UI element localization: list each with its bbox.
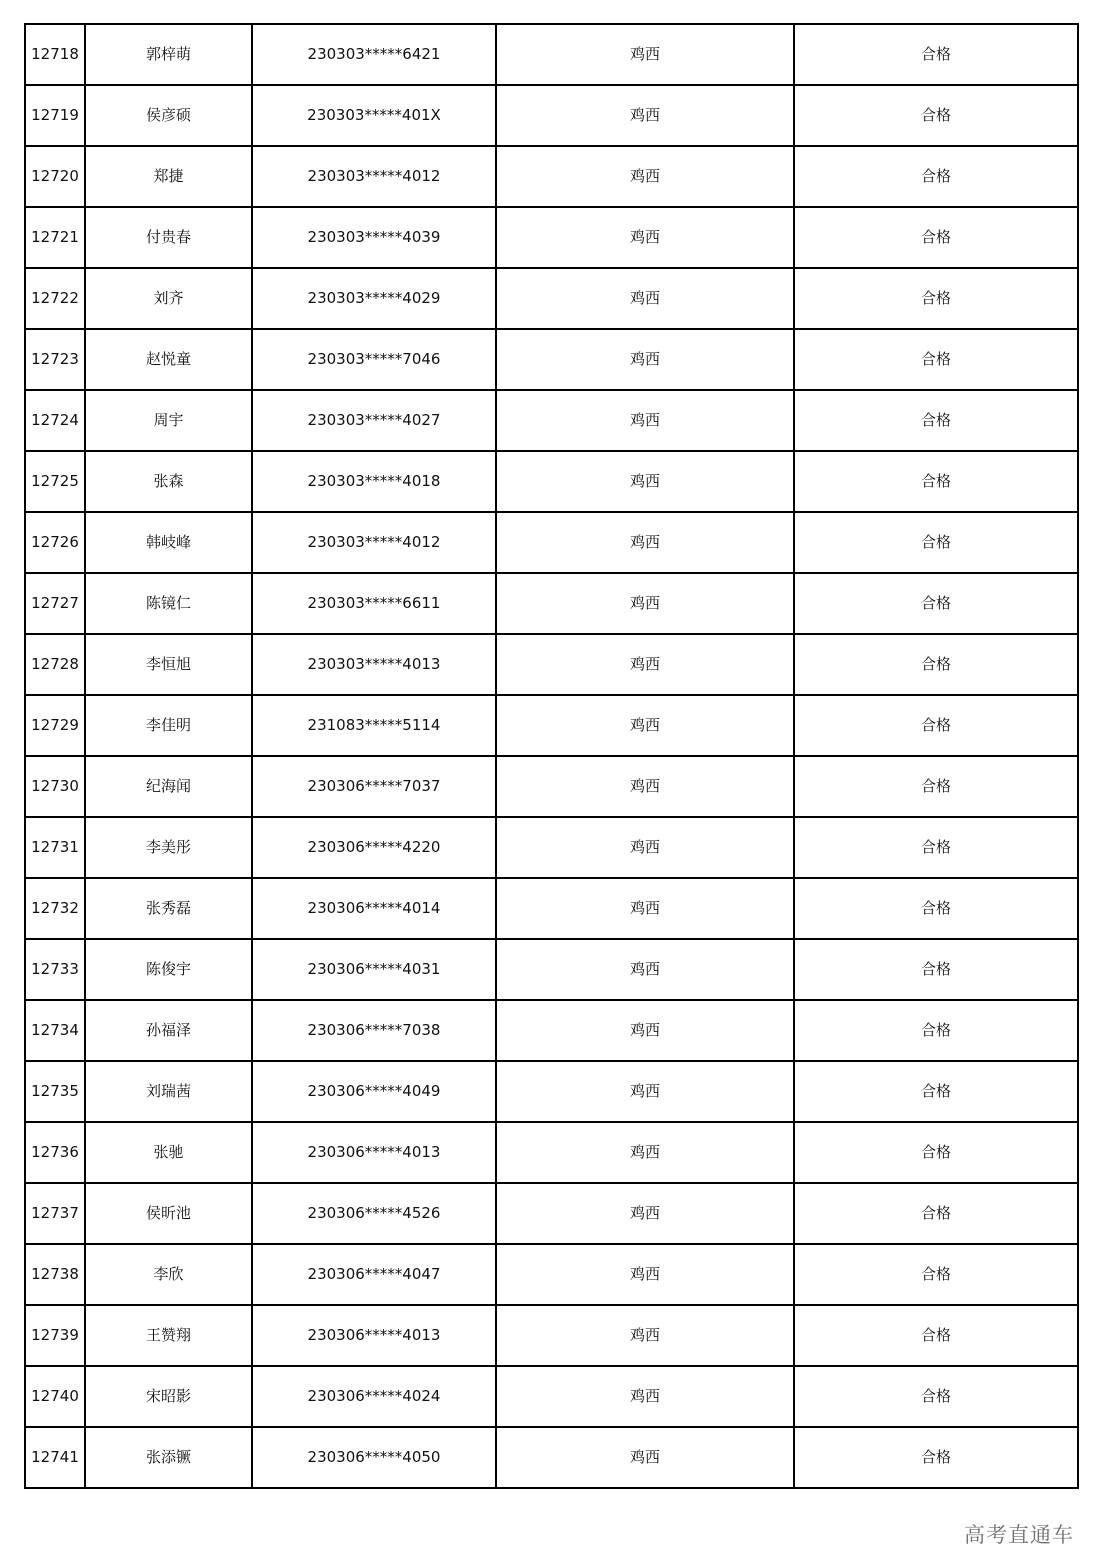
name-cell: 赵悦童 — [85, 329, 252, 390]
row-number-cell: 12739 — [25, 1305, 85, 1366]
name-cell: 张秀磊 — [85, 878, 252, 939]
id-number-cell: 230303*****4013 — [252, 634, 496, 695]
row-number-cell: 12729 — [25, 695, 85, 756]
id-number-cell: 230306*****7038 — [252, 1000, 496, 1061]
result-cell: 合格 — [794, 207, 1078, 268]
result-cell: 合格 — [794, 1366, 1078, 1427]
table-row — [25, 329, 1078, 390]
id-number-cell: 230306*****4526 — [252, 1183, 496, 1244]
name-cell: 李佳明 — [85, 695, 252, 756]
table-row — [25, 1244, 1078, 1305]
row-number-cell: 12732 — [25, 878, 85, 939]
result-cell: 合格 — [794, 817, 1078, 878]
id-number-cell: 230303*****4012 — [252, 146, 496, 207]
region-cell: 鸡西 — [496, 695, 794, 756]
result-cell: 合格 — [794, 1000, 1078, 1061]
region-cell: 鸡西 — [496, 329, 794, 390]
row-number-cell: 12728 — [25, 634, 85, 695]
result-cell: 合格 — [794, 146, 1078, 207]
row-number-cell: 12733 — [25, 939, 85, 1000]
id-number-cell: 231083*****5114 — [252, 695, 496, 756]
row-number-cell: 12718 — [25, 24, 85, 85]
name-cell: 侯昕池 — [85, 1183, 252, 1244]
result-cell: 合格 — [794, 329, 1078, 390]
row-number-cell: 12726 — [25, 512, 85, 573]
row-number-cell: 12740 — [25, 1366, 85, 1427]
id-number-cell: 230306*****4031 — [252, 939, 496, 1000]
table-row — [25, 85, 1078, 146]
region-cell: 鸡西 — [496, 1122, 794, 1183]
result-cell: 合格 — [794, 512, 1078, 573]
id-number-cell: 230306*****4013 — [252, 1122, 496, 1183]
row-number-cell: 12735 — [25, 1061, 85, 1122]
result-cell: 合格 — [794, 1061, 1078, 1122]
name-cell: 张森 — [85, 451, 252, 512]
region-cell: 鸡西 — [496, 451, 794, 512]
row-number-cell: 12738 — [25, 1244, 85, 1305]
table-row — [25, 573, 1078, 634]
region-cell: 鸡西 — [496, 817, 794, 878]
region-cell: 鸡西 — [496, 756, 794, 817]
table-row — [25, 1122, 1078, 1183]
name-cell: 侯彦硕 — [85, 85, 252, 146]
region-cell: 鸡西 — [496, 1427, 794, 1488]
table-row — [25, 451, 1078, 512]
row-number-cell: 12737 — [25, 1183, 85, 1244]
row-number-cell: 12730 — [25, 756, 85, 817]
watermark-text: 高考直通车 — [964, 1523, 1074, 1547]
result-cell: 合格 — [794, 1183, 1078, 1244]
region-cell: 鸡西 — [496, 512, 794, 573]
name-cell: 王赞翔 — [85, 1305, 252, 1366]
row-number-cell: 12734 — [25, 1000, 85, 1061]
row-number-cell: 12720 — [25, 146, 85, 207]
row-number-cell: 12736 — [25, 1122, 85, 1183]
region-cell: 鸡西 — [496, 390, 794, 451]
table-row — [25, 695, 1078, 756]
table-row — [25, 817, 1078, 878]
name-cell: 陈镜仁 — [85, 573, 252, 634]
id-number-cell: 230306*****4220 — [252, 817, 496, 878]
result-cell: 合格 — [794, 756, 1078, 817]
name-cell: 孙福泽 — [85, 1000, 252, 1061]
region-cell: 鸡西 — [496, 1061, 794, 1122]
id-number-cell: 230303*****401X — [252, 85, 496, 146]
result-cell: 合格 — [794, 451, 1078, 512]
result-cell: 合格 — [794, 24, 1078, 85]
region-cell: 鸡西 — [496, 85, 794, 146]
result-cell: 合格 — [794, 268, 1078, 329]
id-number-cell: 230306*****4013 — [252, 1305, 496, 1366]
name-cell: 张驰 — [85, 1122, 252, 1183]
table-row — [25, 24, 1078, 85]
table-row — [25, 146, 1078, 207]
row-number-cell: 12731 — [25, 817, 85, 878]
id-number-cell: 230306*****4050 — [252, 1427, 496, 1488]
table-row — [25, 1427, 1078, 1488]
region-cell: 鸡西 — [496, 634, 794, 695]
name-cell: 郭梓萌 — [85, 24, 252, 85]
table-row — [25, 1000, 1078, 1061]
region-cell: 鸡西 — [496, 573, 794, 634]
id-number-cell: 230306*****4014 — [252, 878, 496, 939]
table-row — [25, 1366, 1078, 1427]
id-number-cell: 230303*****4029 — [252, 268, 496, 329]
name-cell: 李欣 — [85, 1244, 252, 1305]
id-number-cell: 230303*****4018 — [252, 451, 496, 512]
roster-table — [24, 23, 1079, 1489]
table-row — [25, 390, 1078, 451]
name-cell: 付贵春 — [85, 207, 252, 268]
id-number-cell: 230303*****6611 — [252, 573, 496, 634]
region-cell: 鸡西 — [496, 1305, 794, 1366]
result-cell: 合格 — [794, 1305, 1078, 1366]
region-cell: 鸡西 — [496, 939, 794, 1000]
result-cell: 合格 — [794, 85, 1078, 146]
row-number-cell: 12723 — [25, 329, 85, 390]
table-row — [25, 268, 1078, 329]
name-cell: 陈俊宇 — [85, 939, 252, 1000]
result-cell: 合格 — [794, 1244, 1078, 1305]
row-number-cell: 12721 — [25, 207, 85, 268]
name-cell: 刘齐 — [85, 268, 252, 329]
id-number-cell: 230306*****7037 — [252, 756, 496, 817]
id-number-cell: 230303*****4012 — [252, 512, 496, 573]
id-number-cell: 230303*****4027 — [252, 390, 496, 451]
region-cell: 鸡西 — [496, 1000, 794, 1061]
table-row — [25, 756, 1078, 817]
id-number-cell: 230306*****4024 — [252, 1366, 496, 1427]
row-number-cell: 12722 — [25, 268, 85, 329]
row-number-cell: 12741 — [25, 1427, 85, 1488]
result-cell: 合格 — [794, 390, 1078, 451]
region-cell: 鸡西 — [496, 1366, 794, 1427]
table-row — [25, 512, 1078, 573]
table-row — [25, 878, 1078, 939]
name-cell: 李美彤 — [85, 817, 252, 878]
row-number-cell: 12727 — [25, 573, 85, 634]
region-cell: 鸡西 — [496, 24, 794, 85]
result-cell: 合格 — [794, 634, 1078, 695]
table-row — [25, 207, 1078, 268]
row-number-cell: 12719 — [25, 85, 85, 146]
region-cell: 鸡西 — [496, 207, 794, 268]
region-cell: 鸡西 — [496, 878, 794, 939]
result-cell: 合格 — [794, 573, 1078, 634]
roster-table-body — [25, 24, 1078, 1488]
result-cell: 合格 — [794, 939, 1078, 1000]
region-cell: 鸡西 — [496, 146, 794, 207]
name-cell: 李恒旭 — [85, 634, 252, 695]
table-row — [25, 634, 1078, 695]
roster-sheet — [24, 23, 1077, 1489]
region-cell: 鸡西 — [496, 268, 794, 329]
name-cell: 周宇 — [85, 390, 252, 451]
result-cell: 合格 — [794, 1122, 1078, 1183]
result-cell: 合格 — [794, 1427, 1078, 1488]
name-cell: 宋昭影 — [85, 1366, 252, 1427]
result-cell: 合格 — [794, 878, 1078, 939]
id-number-cell: 230303*****7046 — [252, 329, 496, 390]
name-cell: 刘瑞茜 — [85, 1061, 252, 1122]
table-row — [25, 1183, 1078, 1244]
row-number-cell: 12724 — [25, 390, 85, 451]
table-row — [25, 939, 1078, 1000]
region-cell: 鸡西 — [496, 1183, 794, 1244]
id-number-cell: 230303*****6421 — [252, 24, 496, 85]
name-cell: 纪海闻 — [85, 756, 252, 817]
region-cell: 鸡西 — [496, 1244, 794, 1305]
name-cell: 郑捷 — [85, 146, 252, 207]
id-number-cell: 230303*****4039 — [252, 207, 496, 268]
table-row — [25, 1061, 1078, 1122]
name-cell: 张添镢 — [85, 1427, 252, 1488]
result-cell: 合格 — [794, 695, 1078, 756]
id-number-cell: 230306*****4047 — [252, 1244, 496, 1305]
name-cell: 韩岐峰 — [85, 512, 252, 573]
id-number-cell: 230306*****4049 — [252, 1061, 496, 1122]
table-row — [25, 1305, 1078, 1366]
row-number-cell: 12725 — [25, 451, 85, 512]
